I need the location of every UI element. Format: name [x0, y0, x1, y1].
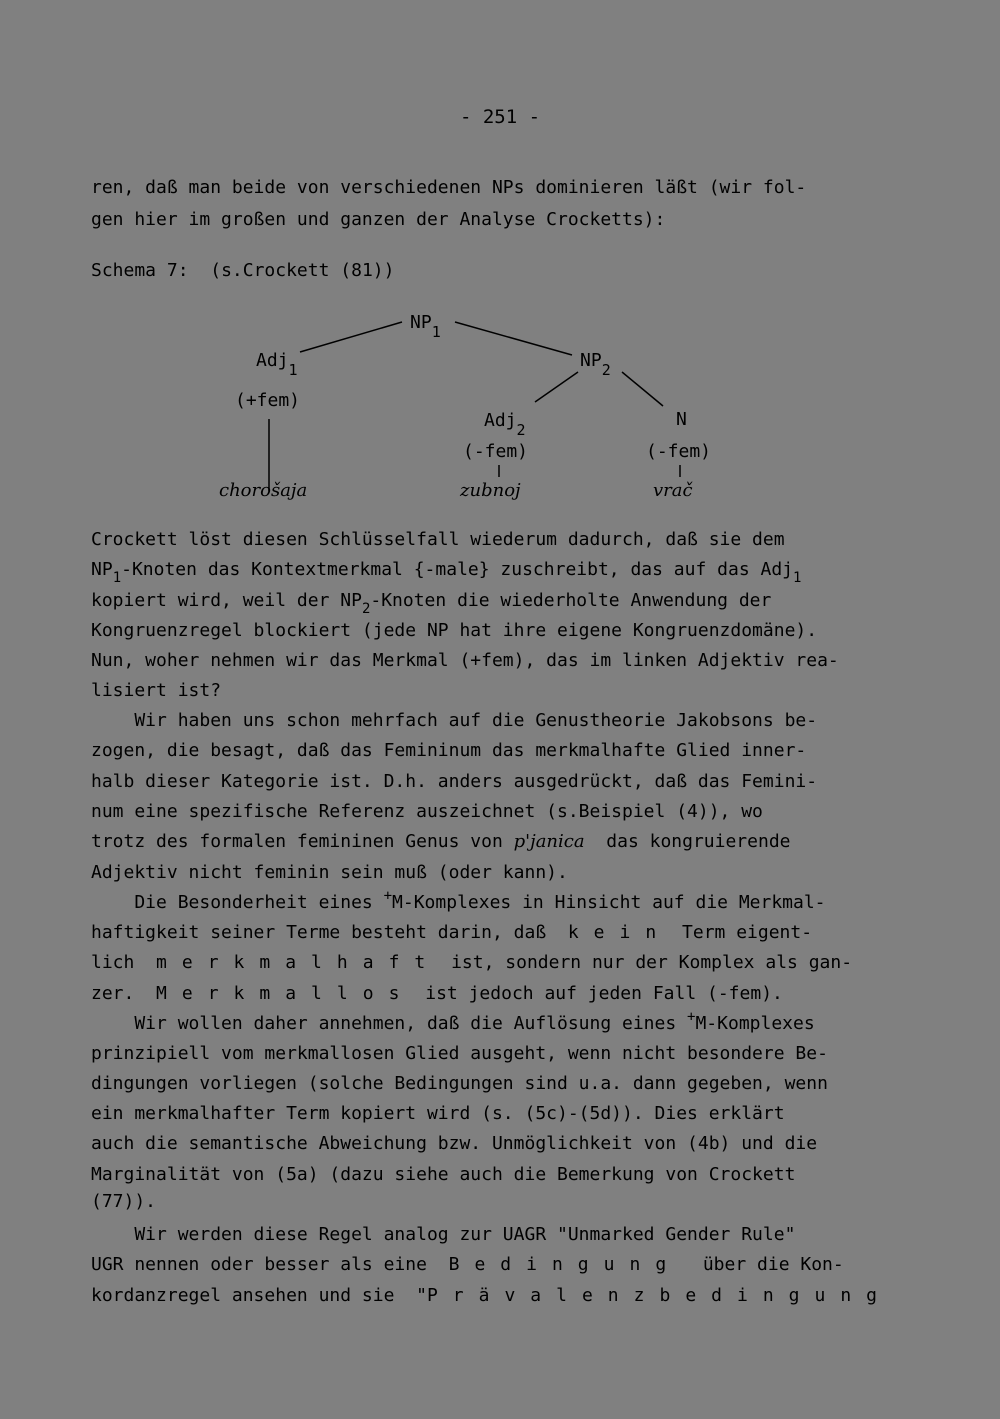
node-np1: $NP_1$ — [410, 312, 441, 341]
schema-label: Schema 7: — [91, 260, 189, 281]
node-adj2: Adj$_2$ — [484, 410, 526, 439]
node-np2: $NP_2$ — [580, 350, 611, 379]
p4-line-6: Marginalität von (5a) (dazu siehe auch die Bemerkung von Crockett — [91, 1164, 796, 1185]
p5-line-2: UGR nennen oder besser als eine Bedingung über die Kon- — [91, 1254, 844, 1275]
feature-plus-fem: (+fem) — [235, 390, 301, 411]
node-n: N — [676, 409, 687, 430]
syntax-tree-diagram — [0, 305, 1000, 505]
feature-minus-fem-adj2: (-fem) — [463, 441, 529, 462]
p2-line-6: Adjektiv nicht feminin sein muß (oder kann). — [91, 862, 568, 883]
p4-line-4: ein merkmalhafter Term kopiert wird (s. (5c)-(5d)). Dies erklärt — [91, 1103, 785, 1124]
p2-line-4: num eine spezifische Referenz auszeichnet (s.Beispiel (4)), wo — [91, 801, 763, 822]
p1-line-2: $NP_1$-Knoten das Kontextmerkmal {-male} zuschreibt, das auf das Adj$_1$ — [91, 559, 802, 586]
edge-np2-n — [622, 372, 663, 406]
word-chorosaja: chorošaja — [219, 480, 308, 501]
page-number: - 251 - — [459, 106, 541, 128]
p1-line-1: Crockett löst diesen Schlüsselfall wiederum dadurch, daß sie dem — [91, 529, 785, 550]
p3-line-1: Die Besonderheit eines +M-Komplexes in Hinsicht auf die Merkmal- — [91, 888, 826, 913]
node-adj1: Adj$_1$ — [256, 350, 298, 379]
p4-line-7: (77)). — [91, 1191, 157, 1212]
schema-source: (s.Crockett (81)) — [210, 260, 395, 281]
p1-line-6: lisiert ist? — [91, 680, 222, 701]
edge-np1-np2 — [455, 322, 572, 355]
p4-line-2: prinzipiell vom merkmallosen Glied ausgeht, wenn nicht besondere Be- — [91, 1043, 828, 1064]
p1-line-5: Nun, woher nehmen wir das Merkmal (+fem), das im linken Adjektiv rea- — [91, 650, 839, 671]
word-vrac: vrač — [653, 480, 693, 501]
p1-line-4: Kongruenzregel blockiert (jede NP hat ihre eigene Kongruenzdomäne). — [91, 620, 818, 641]
p3-line-3: lich merkmalhaft ist, sondern nur der Komplex als gan- — [91, 952, 853, 973]
intro-line-2: gen hier im großen und ganzen der Analyse Crocketts): — [91, 209, 666, 230]
edge-np1-adj1 — [300, 322, 402, 352]
schema-caption — [91, 259, 394, 283]
p2-line-3: halb dieser Kategorie ist. D.h. anders ausgedrückt, daß das Femini- — [91, 771, 818, 792]
word-zubnoj: zubnoj — [460, 480, 521, 501]
feature-minus-fem-n: (-fem) — [646, 441, 712, 462]
p5-line-1: Wir werden diese Regel analog zur UAGR "Unmarked Gender Rule" — [91, 1224, 796, 1245]
p3-line-4: zer. Merkmallos ist jedoch auf jeden Fall (-fem). — [91, 983, 783, 1004]
p4-line-1: Wir wollen daher annehmen, daß die Auflösung eines +M-Komplexes — [91, 1009, 815, 1034]
p5-line-3: kordanzregel ansehen und sie "Prävalenzbedingung — [91, 1285, 893, 1306]
p2-line-1: Wir haben uns schon mehrfach auf die Genustheorie Jakobsons be- — [91, 710, 818, 731]
p2-line-2: zogen, die besagt, daß das Femininum das merkmalhafte Glied inner- — [91, 740, 807, 761]
intro-line-1: ren, daß man beide von verschiedenen NPs dominieren läßt (wir fol- — [91, 177, 807, 198]
p2-line-5: trotz des formalen femininen Genus von p'janica das kongruierende — [91, 831, 791, 852]
p4-line-5: auch die semantische Abweichung bzw. Unmöglichkeit von (4b) und die — [91, 1133, 818, 1154]
p4-line-3: dingungen vorliegen (solche Bedingungen sind u.a. dann gegeben, wenn — [91, 1073, 828, 1094]
p1-line-3: kopiert wird, weil der $NP_2$-Knoten die wiederholte Anwendung der — [91, 590, 772, 617]
p3-line-2: haftigkeit seiner Terme besteht darin, daß kein Term eigent- — [91, 922, 813, 943]
edge-np2-adj2 — [535, 372, 578, 402]
